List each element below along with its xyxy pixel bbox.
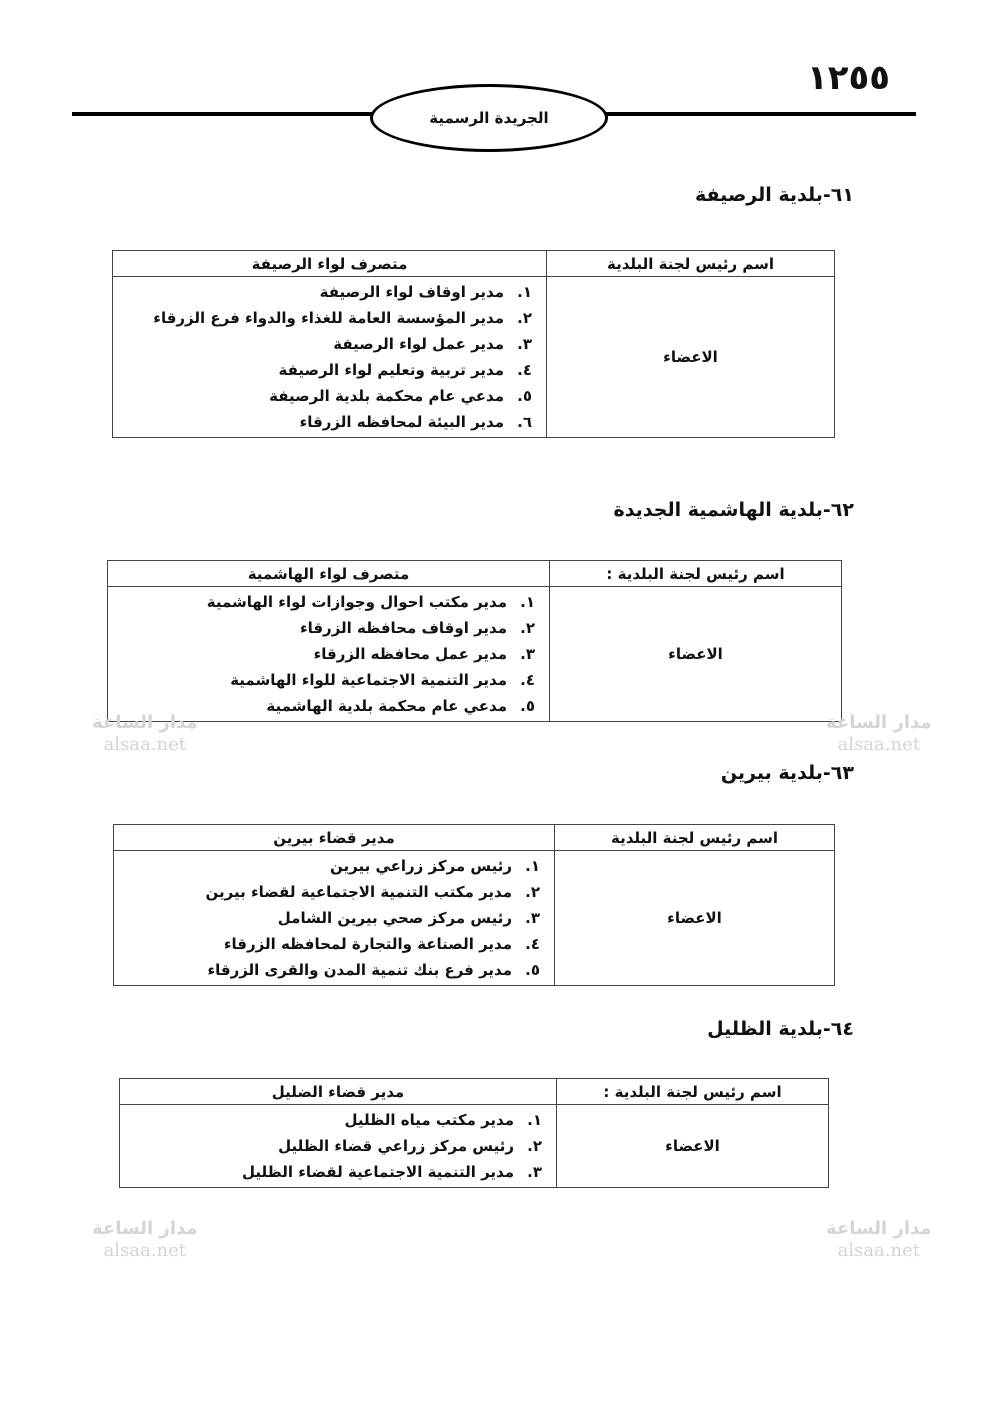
list-item: ٣. مدير عمل محافظه الزرقاء xyxy=(313,645,535,663)
col-head-person: مدير قضاء بيرين xyxy=(114,825,555,851)
col-head-role: اسم رئيس لجنة البلدية xyxy=(555,825,835,851)
role-label: الاعضاء xyxy=(547,277,835,438)
committee-table-62 xyxy=(107,560,842,722)
list-item: ٥. مدعي عام محكمة بلدية الرصيفة xyxy=(269,387,532,405)
members-list xyxy=(130,1107,542,1185)
members-list xyxy=(124,853,540,983)
role-label: الاعضاء xyxy=(557,1105,829,1188)
section-heading-63: ٦٣-بلدية بيرين xyxy=(720,762,854,784)
members-list xyxy=(123,279,532,435)
col-head-person: متصرف لواء الهاشمية xyxy=(108,561,550,587)
list-item: ٤. مدير الصناعة والتجارة لمحافظه الزرقاء xyxy=(223,935,540,953)
committee-table-61 xyxy=(112,250,835,438)
members-list xyxy=(118,589,535,719)
watermark: مدار الساعة alsaa.net xyxy=(826,712,932,755)
section-heading-61: ٦١-بلدية الرصيفة xyxy=(694,184,854,206)
list-item: ٣. مدير التنمية الاجتماعية لقضاء الظليل xyxy=(241,1163,542,1181)
list-item: ١. مدير مكتب مياه الظليل xyxy=(344,1111,542,1129)
col-head-role: اسم رئيس لجنة البلدية : xyxy=(550,561,842,587)
role-label: الاعضاء xyxy=(550,587,842,722)
col-head-role: اسم رئيس لجنة البلدية xyxy=(547,251,835,277)
list-item: ٣. رئيس مركز صحي بيرين الشامل xyxy=(277,909,540,927)
list-item: ٣. مدير عمل لواء الرصيفة xyxy=(333,335,532,353)
list-item: ٦. مدير البيئة لمحافظه الزرقاء xyxy=(299,413,532,431)
list-item: ٥. مدعي عام محكمة بلدية الهاشمية xyxy=(266,697,535,715)
list-item: ٢. مدير المؤسسة العامة للغذاء والدواء فرع الزرقاء xyxy=(153,309,532,327)
watermark: مدار الساعة alsaa.net xyxy=(826,1218,932,1261)
members-cell xyxy=(114,851,555,986)
committee-table-64 xyxy=(119,1078,829,1188)
section-heading-64: ٦٤-بلدية الظليل xyxy=(707,1018,854,1040)
list-item: ٤. مدير التنمية الاجتماعية للواء الهاشمية xyxy=(230,671,535,689)
section-heading-62: ٦٢-بلدية الهاشمية الجديدة xyxy=(613,499,854,521)
members-cell xyxy=(113,277,547,438)
list-item: ٤. مدير تربية وتعليم لواء الرصيفة xyxy=(278,361,532,379)
list-item: ٥. مدير فرع بنك تنمية المدن والقرى الزرقاء xyxy=(207,961,540,979)
col-head-person: مدير قضاء الضليل xyxy=(120,1079,557,1105)
list-item: ٢. مدير اوقاف محافظه الزرقاء xyxy=(299,619,535,637)
list-item: ٢. رئيس مركز زراعي قضاء الظليل xyxy=(278,1137,542,1155)
committee-table-63 xyxy=(113,824,835,986)
list-item: ١. مدير مكتب احوال وجوازات لواء الهاشمية xyxy=(206,593,535,611)
list-item: ١. مدير اوقاف لواء الرصيفة xyxy=(319,283,532,301)
header-oval xyxy=(370,84,608,152)
col-head-person: متصرف لواء الرصيفة xyxy=(113,251,547,277)
members-cell xyxy=(120,1105,557,1188)
role-label: الاعضاء xyxy=(555,851,835,986)
col-head-role: اسم رئيس لجنة البلدية : xyxy=(557,1079,829,1105)
list-item: ٢. مدير مكتب التنمية الاجتماعية لقضاء بيرين xyxy=(205,883,540,901)
members-cell xyxy=(108,587,550,722)
watermark: مدار الساعة alsaa.net xyxy=(92,1218,198,1261)
list-item: ١. رئيس مركز زراعي بيرين xyxy=(330,857,540,875)
page-number: ١٢٥٥ xyxy=(806,58,890,98)
gazette-title: الجريدة الرسمية xyxy=(429,109,549,127)
watermark: مدار الساعة alsaa.net xyxy=(92,712,198,755)
